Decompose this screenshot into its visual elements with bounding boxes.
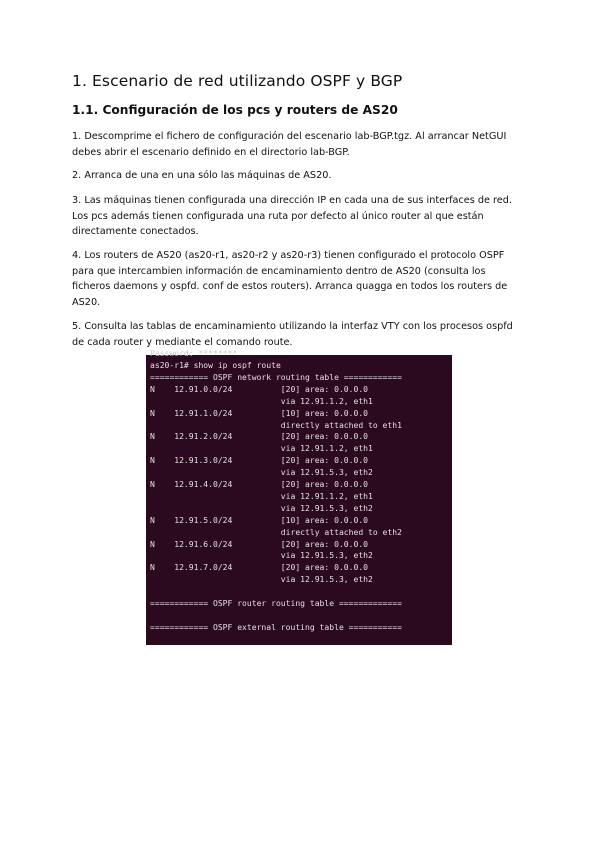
terminal-line: via 12.91.5.3, eth2: [150, 575, 373, 585]
paragraph-step-2: [72, 168, 532, 184]
paragraph-line: ficheros daemons y ospfd. conf de estos routers). Arranca quagga en todos los routers de: [72, 281, 508, 293]
terminal-partial-line: Password: ********: [150, 349, 238, 358]
terminal-line: via 12.91.1.2, eth1: [150, 396, 373, 406]
terminal-line: ============ OSPF external routing table ===========: [150, 622, 402, 632]
terminal-line: as20-r1# show ip ospf route: [150, 361, 281, 370]
terminal-line: ============ OSPF network routing table ============: [150, 372, 402, 382]
terminal-line: N 12.91.3.0/24 [20] area: 0.0.0.0: [150, 456, 369, 466]
terminal-line: ============ OSPF router routing table =============: [150, 599, 402, 608]
section-heading: 1. Escenario de red utilizando OSPF y BGP: [72, 72, 403, 90]
subsection-heading: 1.1. Configuración de los pcs y routers de AS20: [72, 103, 398, 117]
terminal-line: N 12.91.7.0/24 [20] area: 0.0.0.0: [150, 563, 369, 573]
paragraph-line: debes abrir el escenario definido en el directorio lab-BGP.: [72, 146, 350, 158]
terminal-line: N 12.91.5.0/24 [10] area: 0.0.0.0: [150, 515, 369, 525]
paragraph-line: para que intercambien información de encaminamiento dentro de AS20 (consulta los: [72, 265, 486, 277]
paragraph-step-4: [72, 248, 532, 310]
paragraph-step-1: [72, 129, 532, 160]
paragraph-step-3: [72, 193, 532, 240]
terminal-line: N 12.91.6.0/24 [20] area: 0.0.0.0: [150, 539, 369, 549]
paragraph-line: 1. Descomprime el fichero de configuración del escenario lab-BGP.tgz. Al arrancar NetGUI: [72, 131, 507, 142]
paragraph-line: 2. Arranca de una en una sólo las máquinas de AS20.: [72, 170, 332, 181]
terminal-line: N 12.91.1.0/24 [10] area: 0.0.0.0: [150, 408, 369, 418]
terminal-line: via 12.91.1.2, eth1: [150, 491, 373, 501]
paragraph-step-5: [72, 319, 532, 350]
terminal-line: via 12.91.5.3, eth2: [150, 468, 373, 478]
terminal-line: N 12.91.0.0/24 [20] area: 0.0.0.0: [150, 384, 369, 394]
terminal-line: N 12.91.2.0/24 [20] area: 0.0.0.0: [150, 432, 369, 442]
terminal-line: via 12.91.5.3, eth2: [150, 551, 373, 561]
terminal-line: directly attached to eth2: [150, 527, 402, 537]
terminal-line: via 12.91.5.3, eth2: [150, 503, 373, 513]
paragraph-line: Los pcs además tienen configurada una ruta por defecto al único router al que están: [72, 210, 484, 222]
paragraph-line: 5. Consulta las tablas de encaminamiento utilizando la interfaz VTY con los procesos ospfd: [72, 321, 513, 332]
paragraph-line: de cada router y mediante el comando route.: [72, 336, 293, 348]
paragraph-line: AS20.: [72, 296, 101, 308]
paragraph-line: 4. Los routers de AS20 (as20-r1, as20-r2 y as20-r3) tienen configurado el protocolo OSPF: [72, 250, 505, 261]
terminal-line: directly attached to eth1: [150, 420, 402, 430]
terminal-line: via 12.91.1.2, eth1: [150, 444, 373, 454]
terminal-screenshot: [146, 349, 452, 645]
paragraph-line: directamente conectados.: [72, 226, 199, 238]
terminal-line: N 12.91.4.0/24 [20] area: 0.0.0.0: [150, 480, 369, 489]
paragraph-line: 3. Las máquinas tienen configurada una dirección IP en cada una de sus interfaces de red.: [72, 195, 512, 206]
